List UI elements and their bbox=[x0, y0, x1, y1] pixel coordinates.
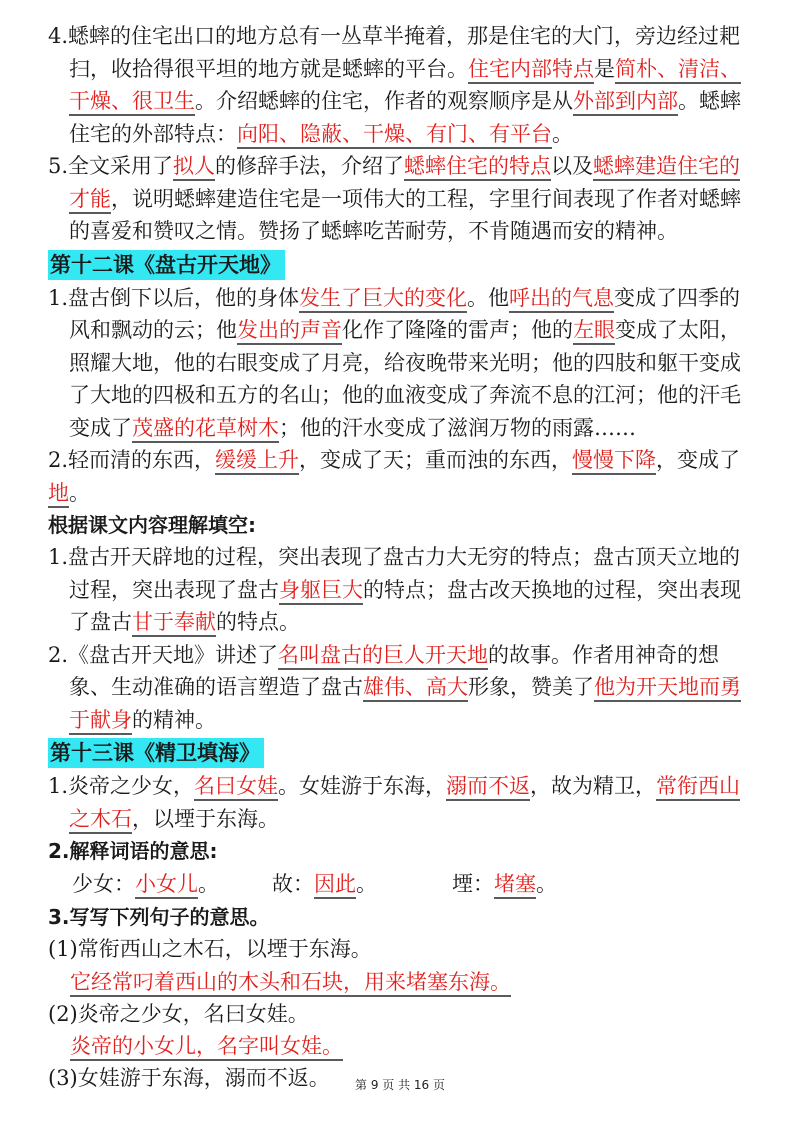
answer-blank: 炎帝的小女儿，名字叫女娃。 bbox=[70, 1034, 343, 1061]
page-number: 第 9 页 共 16 页 bbox=[355, 1078, 445, 1092]
answer-blank: 身躯巨大 bbox=[279, 578, 363, 605]
sentence-question: (2)炎帝之少女，名曰女娃。 bbox=[48, 1001, 309, 1026]
answer-blank: 因此 bbox=[314, 872, 356, 899]
answer-blank: 蟋蟀住宅的特点 bbox=[404, 154, 551, 181]
text: 。 bbox=[552, 121, 573, 146]
word-item bbox=[452, 867, 557, 901]
answer-blank: 他为开天地而勇于献身 bbox=[69, 675, 741, 735]
word-item bbox=[72, 867, 272, 901]
paragraph-l12-1 bbox=[48, 282, 760, 445]
answer-blank: 溺而不返 bbox=[446, 774, 530, 801]
text: 4.蟋蟀的住宅出口的地方总有一丛草半掩着，那是住宅的大门，旁边经过耙扫，收拾得很平坦的地方就是蟋蟀的平台。 bbox=[48, 24, 741, 81]
answer-blank: 常衔西山之木石 bbox=[69, 774, 740, 834]
answer-blank: 名曰女娃 bbox=[194, 774, 278, 801]
text: 5.全文采用了 bbox=[48, 154, 174, 178]
answer-blank: 雄伟、高大 bbox=[363, 675, 468, 702]
lesson-13-title: 第十三课《精卫填海》 bbox=[48, 738, 264, 768]
text: ，故为精卫， bbox=[530, 774, 657, 798]
text: ，变成了天；重而浊的东西， bbox=[299, 448, 573, 472]
text: 1.炎帝之少女， bbox=[48, 774, 195, 798]
sentence-question: (1)常衔西山之木石，以堙于东海。 bbox=[48, 937, 372, 961]
text: 。他 bbox=[467, 285, 510, 310]
text: 。 bbox=[536, 872, 557, 896]
answer-blank: 它经常叼着西山的木头和石块，用来堵塞东海。 bbox=[70, 970, 511, 997]
paragraph-fill-2 bbox=[48, 639, 760, 737]
paragraph-q4 bbox=[48, 20, 760, 150]
answer-blank: 缓缓上升 bbox=[215, 448, 299, 475]
text: 2.轻而清的东西， bbox=[48, 448, 216, 472]
answer-blank: 发生了巨大的变化 bbox=[299, 286, 467, 313]
paragraph-q5 bbox=[48, 150, 760, 248]
answer-blank: 向阳、隐蔽、干燥、有门、有平台 bbox=[237, 122, 552, 149]
answer-blank: 拟人 bbox=[173, 154, 215, 181]
word-meaning-row bbox=[48, 867, 760, 901]
answer-blank: 住宅内部特点 bbox=[468, 57, 594, 84]
text: 。女娃游于东海， bbox=[278, 774, 447, 798]
answer-blank: 地 bbox=[48, 481, 69, 508]
sentence-question: (3)女娃游于东海，溺而不返。 bbox=[48, 1066, 330, 1090]
sentence-answer bbox=[48, 966, 760, 998]
text: ，变成了 bbox=[656, 448, 741, 472]
word-label: 少女： bbox=[72, 872, 135, 896]
section-heading: 2.解释词语的意思: bbox=[48, 839, 218, 863]
text: 形象，赞美了 bbox=[468, 675, 594, 699]
answer-blank: 左眼 bbox=[573, 318, 615, 345]
answer-blank: 小女儿 bbox=[135, 872, 198, 899]
answer-blank: 发出的声音 bbox=[237, 318, 342, 345]
answer-blank: 慢慢下降 bbox=[572, 448, 656, 475]
lesson-12-title: 第十二课《盘古开天地》 bbox=[48, 250, 285, 280]
text: ；他的汗水变成了滋润万物的雨露…… bbox=[279, 415, 636, 440]
paragraph-fill-1 bbox=[48, 541, 760, 639]
text: 是 bbox=[594, 56, 615, 81]
text: 的特点；盘古改天换地的过程，突出表现了盘古 bbox=[69, 577, 741, 634]
answer-blank: 简朴、清洁、干燥、很卫生 bbox=[69, 57, 741, 117]
text: 变成了四季的风和飘动的云；他 bbox=[69, 285, 741, 342]
text: 。 bbox=[356, 872, 377, 896]
answer-blank: 甘于奉献 bbox=[132, 610, 216, 637]
text: 。 bbox=[69, 480, 90, 505]
paragraph-l12-2 bbox=[48, 444, 760, 509]
word-label: 堙： bbox=[452, 872, 494, 896]
paragraph-l13-1 bbox=[48, 770, 760, 835]
text: 。 bbox=[198, 872, 219, 896]
text: 的精神。 bbox=[132, 707, 216, 732]
text: 。蟋蟀住宅的外部特点： bbox=[69, 89, 741, 146]
text: 2.《盘古开天地》讲述了 bbox=[48, 642, 279, 667]
sentence-answer bbox=[48, 1030, 760, 1062]
answer-blank: 堵塞 bbox=[494, 872, 536, 899]
text: ，以堙于东海。 bbox=[132, 806, 279, 831]
answer-blank: 蟋蟀建造住宅的才能 bbox=[69, 154, 740, 214]
text: 1.盘古倒下以后，他的身体 bbox=[48, 285, 300, 310]
text: 1.盘古开天辟地的过程，突出表现了盘古力大无穷的特点；盘古顶天立地的过程，突出表现了盘古 bbox=[48, 545, 741, 602]
answer-blank: 呼出的气息 bbox=[509, 286, 614, 313]
text: 以及 bbox=[551, 154, 594, 178]
text: ，说明蟋蟀建造住宅是一项伟大的工程，字里行间表现了作者对蟋蟀的喜爱和赞叹之情。赞扬了蟋蟀吃苦耐劳，不肯随遇而安的精神。 bbox=[69, 186, 741, 243]
word-item bbox=[272, 867, 452, 901]
section-heading: 根据课文内容理解填空: bbox=[48, 513, 256, 537]
text: 。介绍蟋蟀的住宅，作者的观察顺序是从 bbox=[195, 89, 573, 113]
text: 的修辞手法，介绍了 bbox=[215, 154, 405, 178]
text: 的特点。 bbox=[216, 610, 300, 634]
answer-blank: 外部到内部 bbox=[573, 89, 678, 116]
text: 的故事。作者用神奇的想象、生动准确的语言塑造了盘古 bbox=[69, 642, 720, 699]
page-content bbox=[48, 20, 760, 1095]
text: 变成了太阳，照耀大地，他的右眼变成了月亮，给夜晚带来光明；他的四肢和躯干变成了大地的四极和五方的名山；他的血液变成了奔流不息的江河；他的汗毛变成了 bbox=[69, 318, 741, 440]
text: 化作了隆隆的雷声；他的 bbox=[342, 318, 573, 342]
answer-blank: 名叫盘古的巨人开天地 bbox=[278, 643, 488, 670]
section-heading: 3.写写下列句子的意思。 bbox=[48, 905, 270, 929]
word-label: 故： bbox=[272, 872, 314, 896]
answer-blank: 茂盛的花草树木 bbox=[132, 416, 279, 443]
